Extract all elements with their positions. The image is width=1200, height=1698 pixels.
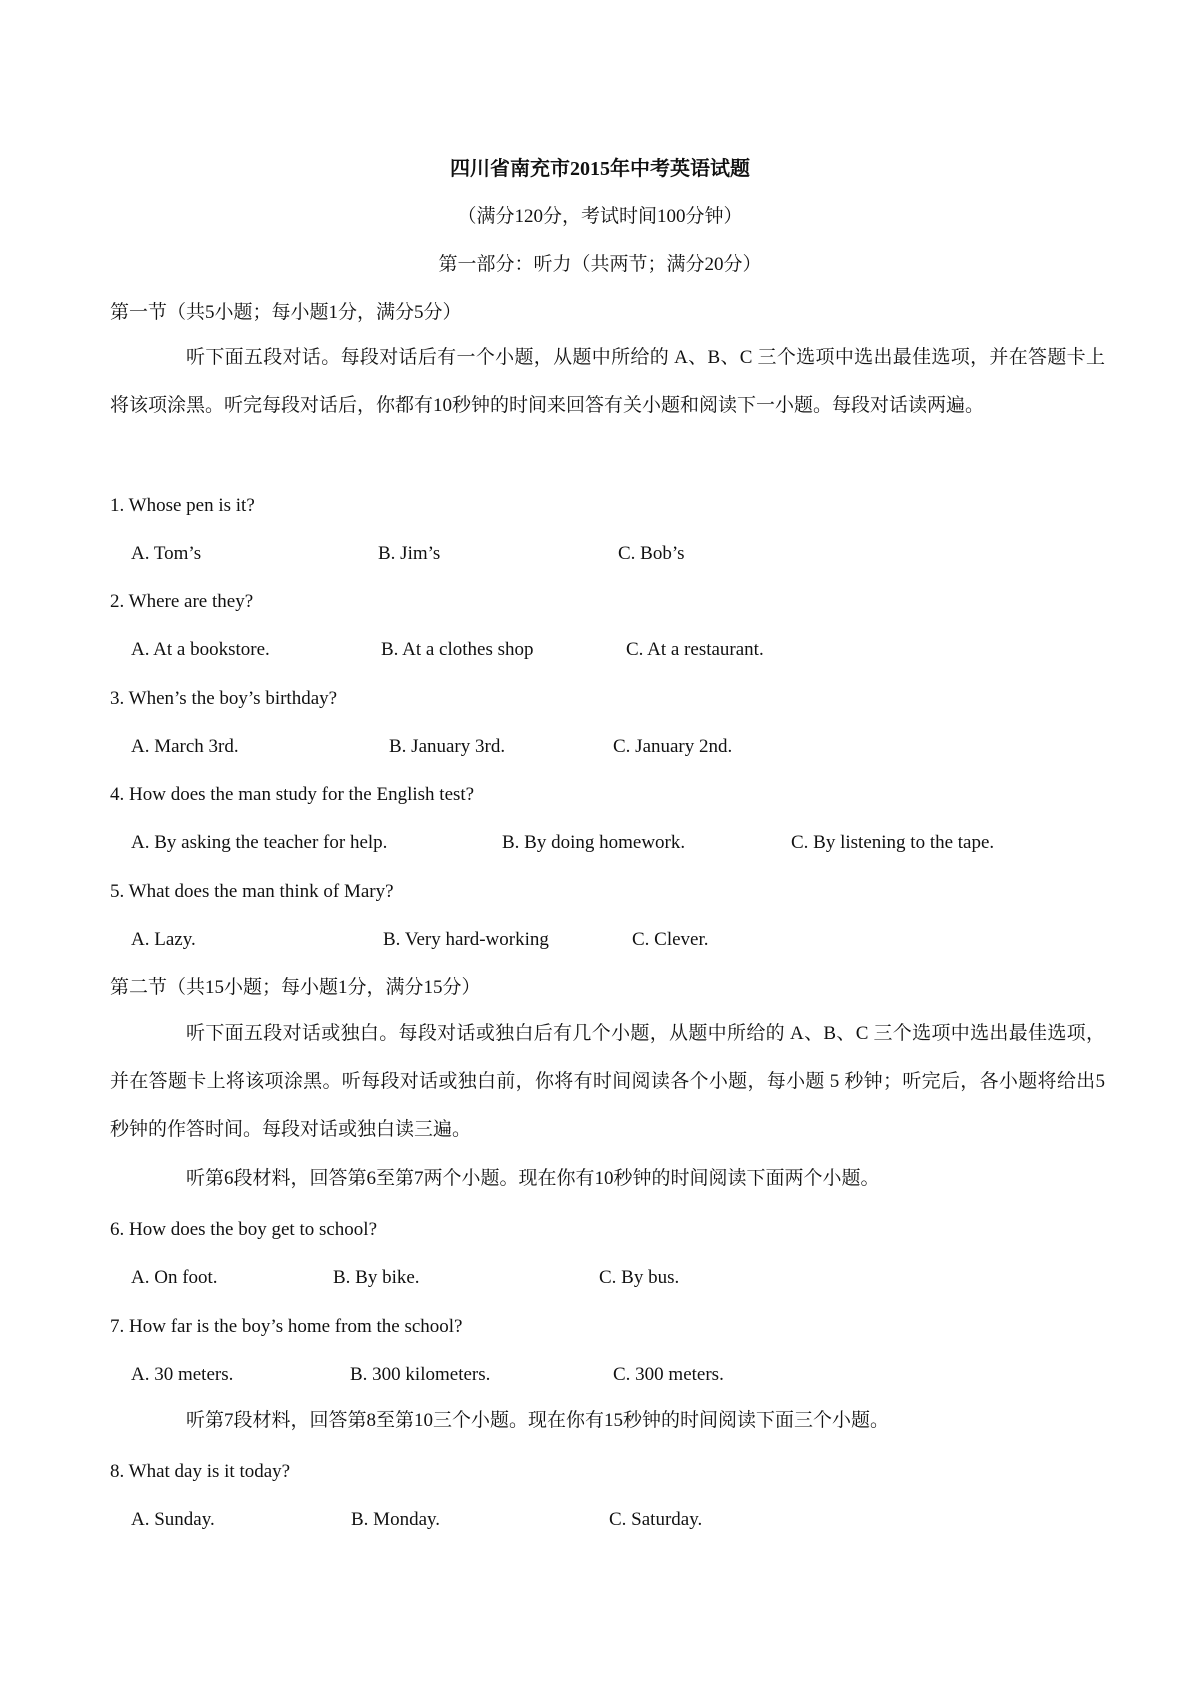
section-instructions: 听下面五段对话。每段对话后有一个小题，从题中所给的 A、B、C 三个选项中选出最佳选项，并在答题卡上将该项涂黑。听完每段对话后，你都有10秒钟的时间来回答有关小题和阅读下一小题。每段对话读两遍。	[110, 347, 1105, 416]
question-text: 3. When’s the boy’s birthday?	[110, 688, 338, 709]
option-a: A. Sunday.	[131, 1509, 215, 1530]
option-a: A. Lazy.	[131, 929, 196, 950]
option-a: A. Tom’s	[131, 543, 202, 564]
option-c: C. By bus.	[599, 1267, 680, 1288]
question-text: 5. What does the man think of Mary?	[110, 881, 394, 902]
option-c: C. Bob’s	[618, 543, 685, 564]
question-text: 2. Where are they?	[110, 591, 254, 612]
material-note: 听第6段材料，回答第6至第7两个小题。现在你有10秒钟的时间阅读下面两个小题。	[186, 1168, 880, 1189]
option-a: A. On foot.	[131, 1267, 218, 1288]
section-instructions: 听下面五段对话或独白。每段对话或独白后有几个小题，从题中所给的 A、B、C 三个选项中选出最佳选项，并在答题卡上将该项涂黑。听每段对话或独白前，你将有时间阅读各个小题，每小题 5 秒钟；听完后，各小题将给出5秒钟的作答时间。每段对话或独白读三遍。	[110, 1023, 1105, 1140]
option-b: B. Jim’s	[378, 543, 441, 564]
option-b: B. At a clothes shop	[381, 639, 534, 660]
exam-info: （满分120分，考试时间100分钟）	[457, 206, 743, 227]
option-a: A. At a bookstore.	[131, 639, 270, 660]
material-note: 听第7段材料，回答第8至第10三个小题。现在你有15秒钟的时间阅读下面三个小题。	[186, 1410, 890, 1431]
section-heading: 第二节（共15小题；每小题1分，满分15分）	[110, 977, 481, 998]
option-b: B. Monday.	[351, 1509, 441, 1530]
option-c: C. 300 meters.	[613, 1364, 724, 1385]
page-title: 四川省南充市2015年中考英语试题	[450, 158, 750, 180]
part-heading: 第一部分：听力（共两节；满分20分）	[438, 254, 762, 275]
option-b: B. By doing homework.	[502, 832, 686, 853]
option-c: C. January 2nd.	[613, 736, 733, 757]
option-c: C. At a restaurant.	[626, 639, 764, 660]
option-b: B. January 3rd.	[389, 736, 506, 757]
question-text: 6. How does the boy get to school?	[110, 1219, 378, 1240]
question-text: 7. How far is the boy’s home from the school?	[110, 1316, 463, 1337]
option-a: A. March 3rd.	[131, 736, 239, 757]
option-b: B. Very hard-working	[383, 929, 549, 950]
option-a: A. By asking the teacher for help.	[131, 832, 388, 853]
question-text: 1. Whose pen is it?	[110, 495, 255, 516]
section-heading: 第一节（共5小题；每小题1分，满分5分）	[110, 302, 462, 323]
option-b: B. 300 kilometers.	[350, 1364, 491, 1385]
option-a: A. 30 meters.	[131, 1364, 234, 1385]
option-b: B. By bike.	[333, 1267, 420, 1288]
option-c: C. By listening to the tape.	[791, 832, 995, 853]
option-c: C. Clever.	[632, 929, 709, 950]
option-c: C. Saturday.	[609, 1509, 703, 1530]
question-text: 4. How does the man study for the English test?	[110, 784, 475, 805]
question-text: 8. What day is it today?	[110, 1461, 291, 1482]
